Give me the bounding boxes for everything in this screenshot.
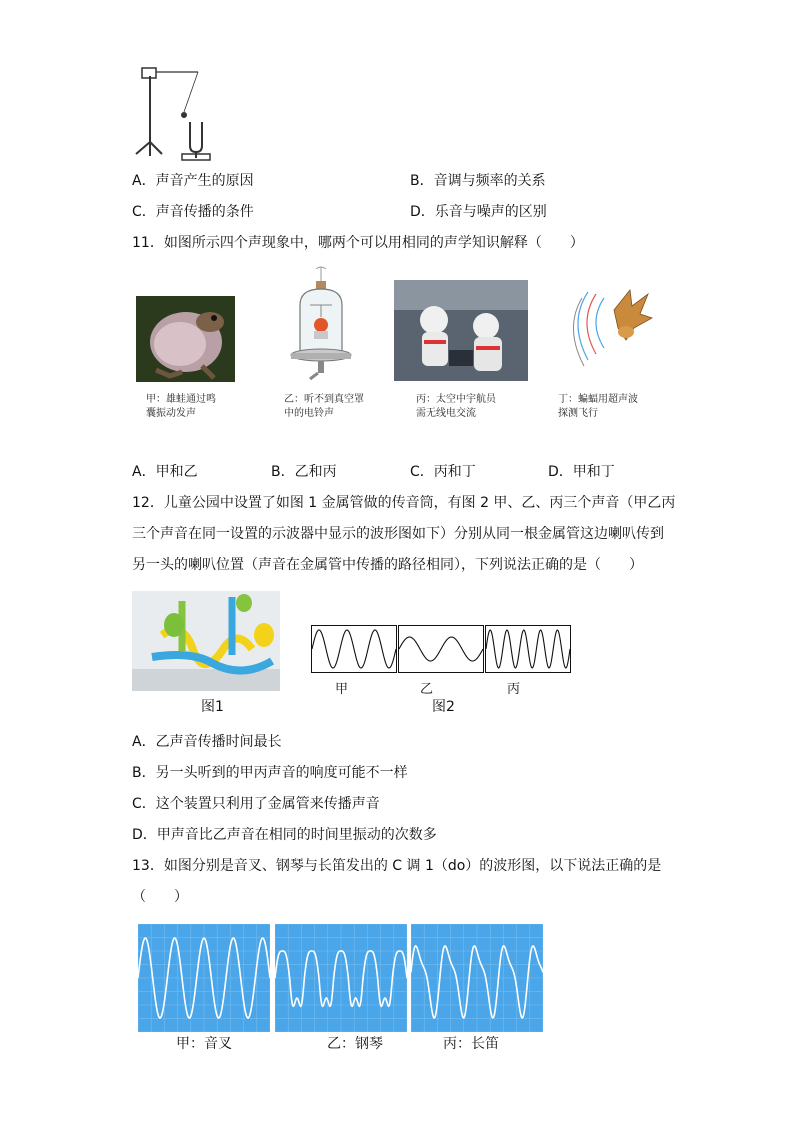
q11-caption-bing-line2: 需无线电交流: [416, 408, 476, 419]
q11-option-a[interactable]: A．甲和乙: [132, 464, 198, 480]
q11-caption-ding-line1: 丁：蝙蝠用超声波: [558, 394, 638, 405]
q13-caption-yi: 乙：钢琴: [327, 1036, 383, 1052]
q11-option-b[interactable]: B．乙和丙: [271, 464, 337, 480]
q11-caption-yi: [284, 393, 364, 421]
q12-option-b[interactable]: B．另一头听到的甲丙声音的响度可能不一样: [132, 765, 408, 781]
q12-option-c[interactable]: C．这个装置只利用了金属管来传播声音: [132, 796, 380, 812]
metal-pipe-phone-image: [132, 591, 280, 691]
q12-option-a[interactable]: A．乙声音传播时间最长: [132, 734, 282, 750]
q11-caption-ding: [558, 393, 638, 421]
wave-label-bing: 丙: [507, 682, 521, 697]
q12-stem-line2: 三个声音在同一设置的示波器中显示的波形图如下）分别从同一根金属管这边喇叭传到: [132, 526, 664, 542]
oscilloscope-piano: [275, 924, 407, 1032]
q10-option-c[interactable]: C．声音传播的条件: [132, 204, 254, 220]
q11-caption-yi-line2: 中的电铃声: [284, 408, 334, 419]
astronauts-image: [394, 280, 528, 381]
q12-option-d[interactable]: D．甲声音比乙声音在相同的时间里振动的次数多: [132, 827, 437, 843]
q10-option-a[interactable]: A．声音产生的原因: [132, 173, 254, 189]
frog-image: [136, 296, 235, 382]
wave-label-jia: 甲: [335, 682, 349, 697]
q13-stem: 13．如图分别是音叉、钢琴与长笛发出的 C 调 1（do）的波形图，以下说法正确的是: [132, 858, 662, 874]
q12-stem-line3: 另一头的喇叭位置（声音在金属管中传播的路径相同），下列说法正确的是（ ）: [132, 557, 643, 573]
fig2-label: 图2: [432, 699, 455, 715]
q11-option-c[interactable]: C．丙和丁: [410, 464, 476, 480]
q11-caption-jia: [146, 393, 216, 421]
tuning-fork-pendulum-figure: [128, 62, 218, 162]
q11-caption-jia-line2: 囊振动发声: [146, 408, 196, 419]
waveform-box-yi: [398, 625, 484, 673]
q11-caption-bing: [416, 393, 496, 421]
q12-stem-line1: 12．儿童公园中设置了如图 1 金属管做的传音筒，有图 2 甲、乙、丙三个声音（甲乙丙: [132, 495, 676, 511]
q10-option-b[interactable]: B．音调与频率的关系: [410, 173, 546, 189]
q13-caption-jia: 甲：音叉: [176, 1036, 232, 1052]
bell-jar-image: [286, 265, 356, 383]
oscilloscope-tuning-fork: [138, 924, 270, 1032]
bat-ultrasound-image: [570, 288, 662, 376]
q10-option-d[interactable]: D．乐音与噪声的区别: [410, 204, 547, 220]
wave-label-yi: 乙: [420, 682, 434, 697]
q13-caption-bing: 丙：长笛: [443, 1036, 499, 1052]
q11-option-d[interactable]: D．甲和丁: [548, 464, 615, 480]
q11-caption-jia-line1: 甲：雄蛙通过鸣: [146, 394, 216, 405]
fig1-label: 图1: [201, 699, 224, 715]
waveform-box-jia: [311, 625, 397, 673]
oscilloscope-flute: [411, 924, 543, 1032]
q13-stem-cont: （ ）: [132, 889, 188, 905]
q11-caption-bing-line1: 丙：太空中宇航员: [416, 394, 496, 405]
q11-stem: 11．如图所示四个声现象中，哪两个可以用相同的声学知识解释（ ）: [132, 235, 584, 251]
q11-caption-ding-line2: 探测飞行: [558, 408, 598, 419]
q11-caption-yi-line1: 乙：听不到真空罩: [284, 394, 364, 405]
waveform-box-bing: [485, 625, 571, 673]
